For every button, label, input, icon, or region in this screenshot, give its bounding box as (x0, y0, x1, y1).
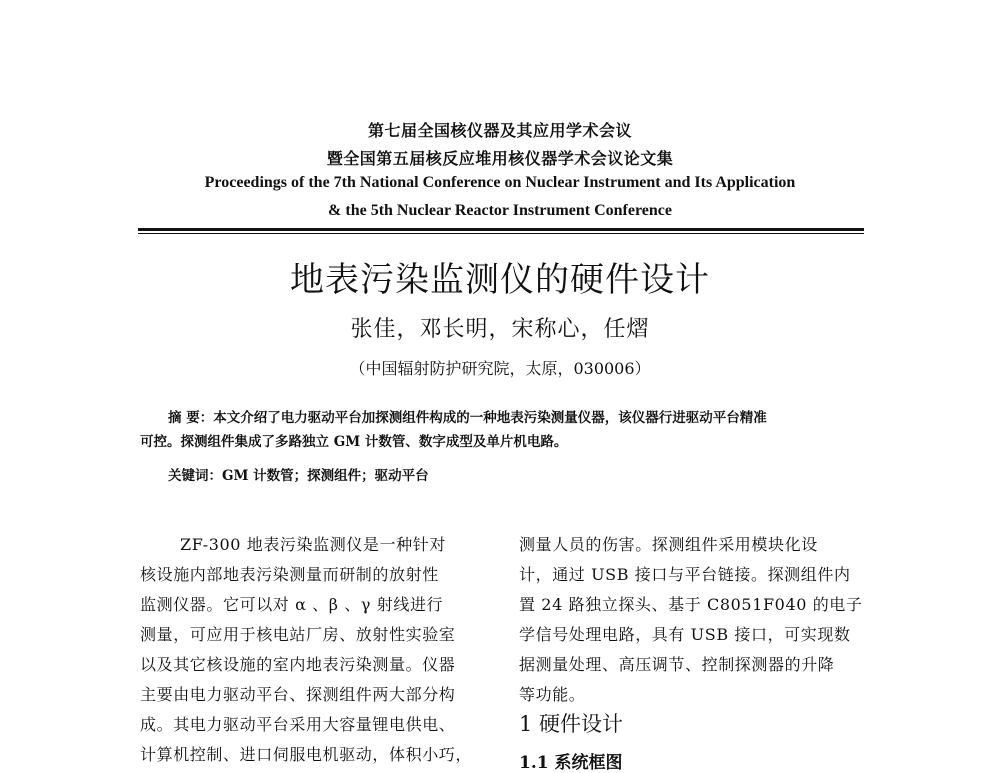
body-left-line: 计算机控制、进口伺服电机驱动，体积小巧， (140, 745, 473, 764)
body-left-line: 监测仪器。它可以对 α 、β 、γ 射线进行 (140, 595, 444, 614)
body-left-line: 主要由电力驱动平台、探测组件两大部分构 (140, 685, 456, 704)
body-left-line: ZF-300 地表污染监测仪是一种针对 (180, 535, 446, 554)
body-right-line: 等功能。 (519, 685, 586, 704)
body-right-line: 测量人员的伤害。探测组件采用模块化设 (519, 535, 818, 554)
body-left-line: 成。其电力驱动平台采用大容量锂电供电、 (140, 715, 456, 734)
paper-authors: 张佳，邓长明，宋称心，任熠 (350, 317, 650, 342)
abstract-line-1: 摘 要：本文介绍了电力驱动平台加探测组件构成的一种地表污染测量仪器，该仪器行进驱动平台精准 (168, 410, 767, 426)
body-left-line: 核设施内部地表污染测量而研制的放射性 (140, 565, 439, 584)
paper-affiliation: （中国辐射防护研究院，太原，030006） (349, 359, 651, 378)
paper-title: 地表污染监测仪的硬件设计 (290, 260, 710, 300)
keywords: 关键词：GM 计数管；探测组件；驱动平台 (168, 468, 429, 484)
section-heading: 1 硬件设计 (519, 712, 624, 736)
conference-header-cn-1: 第七届全国核仪器及其应用学术会议 (367, 121, 632, 140)
header-rule-thick (138, 228, 864, 231)
conference-header-en-1: Proceedings of the 7th National Conference on Nuclear Instrument and Its Application (204, 174, 796, 191)
abstract-line-2: 可控。探测组件集成了多路独立 GM 计数管、数字成型及单片机电路。 (140, 434, 568, 450)
body-right-line: 学信号处理电路，具有 USB 接口，可实现数 (519, 625, 851, 644)
body-right-column (519, 530, 869, 710)
body-left-column (140, 530, 490, 770)
header-rule-thin (138, 233, 864, 234)
body-left-line: 以及其它核设施的室内地表污染测量。仪器 (140, 655, 456, 674)
body-right-line: 置 24 路独立探头、基于 C8051F040 的电子 (519, 595, 863, 614)
body-left-line: 测量，可应用于核电站厂房、放射性实验室 (140, 625, 456, 644)
body-right-line: 据测量处理、高压调节、控制探测器的升降 (519, 655, 835, 674)
conference-header-cn-2: 暨全国第五届核反应堆用核仪器学术会议论文集 (326, 149, 674, 168)
subsection-heading: 1.1 系统框图 (519, 753, 623, 773)
body-right-line: 计，通过 USB 接口与平台链接。探测组件内 (519, 565, 851, 584)
abstract (140, 406, 866, 454)
conference-header-en-2: & the 5th Nuclear Reactor Instrument Conference (328, 202, 672, 219)
